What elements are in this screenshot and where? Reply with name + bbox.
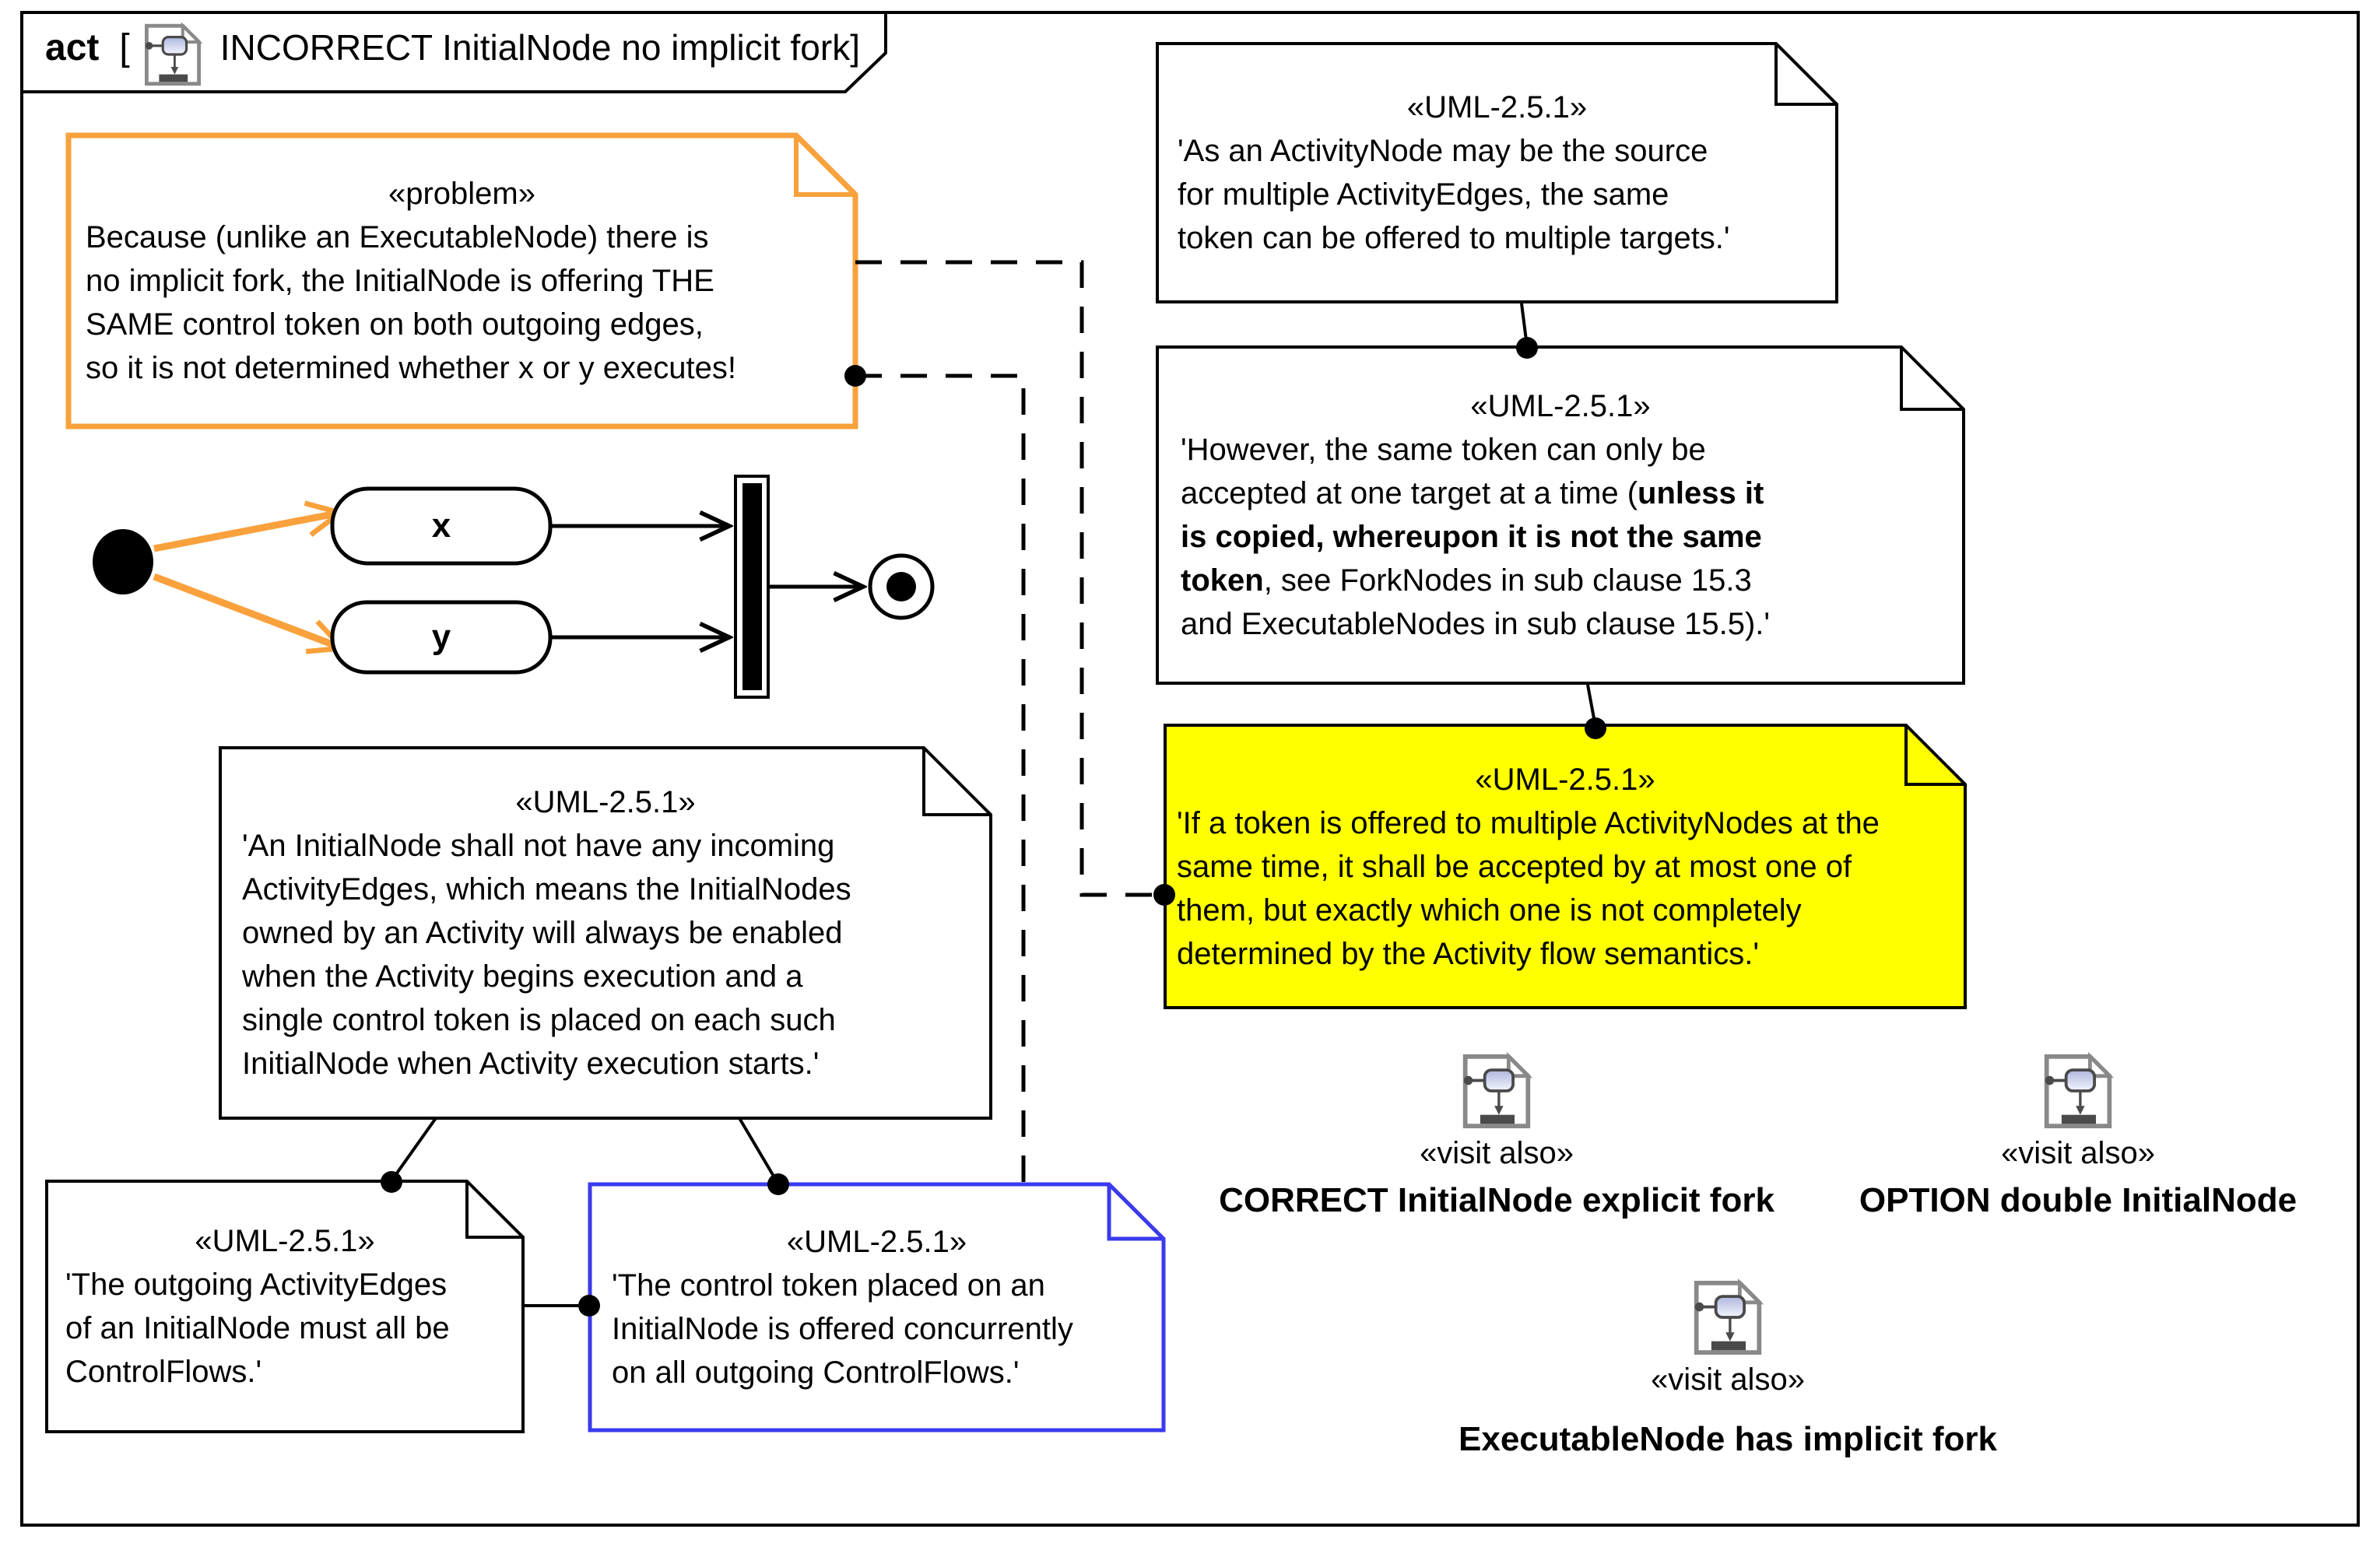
action-y-label: y bbox=[431, 618, 451, 656]
visit-also-stereotype: «visit also» bbox=[1420, 1136, 1574, 1170]
visit-also-stereotype: «visit also» bbox=[2001, 1136, 2155, 1170]
note-outgoing-controlflows[interactable] bbox=[47, 1181, 523, 1432]
action-y[interactable] bbox=[332, 602, 550, 672]
control-flows[interactable] bbox=[550, 526, 862, 637]
activity-diagram-icon bbox=[1690, 1278, 1765, 1356]
visit-also-label: CORRECT InitialNode explicit fork bbox=[1219, 1181, 1774, 1219]
problem-note[interactable] bbox=[68, 135, 855, 426]
action-x[interactable] bbox=[332, 489, 550, 563]
visit-also-label: ExecutableNode has implicit fork bbox=[1459, 1420, 1997, 1458]
note-token-offered-highlighted[interactable] bbox=[1165, 725, 1965, 1008]
note-activity-node-source[interactable] bbox=[1157, 44, 1837, 302]
action-x-label: x bbox=[431, 507, 451, 545]
note-stereotype: «UML-2.5.1» bbox=[786, 1225, 967, 1259]
activity-final-node[interactable] bbox=[870, 556, 932, 618]
note-body: 'As an ActivityNode may be the source for multiple ActivityEdges, the same token can be offered to multiple targets.' bbox=[1178, 134, 1730, 255]
frame-keyword: act bbox=[45, 26, 100, 68]
activity-diagram-icon bbox=[1459, 1052, 1534, 1130]
note-body: Because (unlike an ExecutableNode) there is no implicit fork, the InitialNode is offering THE SAME control token on both outgoing edges, so it is not determined whether x or y executes! bbox=[86, 220, 736, 385]
visit-also-label: OPTION double InitialNode bbox=[1859, 1181, 2298, 1219]
note-initial-node-incoming[interactable] bbox=[220, 748, 991, 1118]
note-stereotype: «problem» bbox=[388, 177, 535, 211]
note-body: 'However, the same token can only be accepted at one target at a time (unless it is copied, whereupon it is not the same token, see ForkNodes in sub clause 15.3 and ExecutableNodes in sub clause 15.5).' bbox=[1181, 433, 1771, 641]
activity-diagram-icon bbox=[2041, 1052, 2115, 1130]
note-stereotype: «UML-2.5.1» bbox=[1475, 762, 1655, 797]
note-stereotype: «UML-2.5.1» bbox=[515, 785, 696, 819]
note-token-accept[interactable] bbox=[1157, 347, 1964, 683]
note-body: 'The control token placed on an InitialNode is offered concurrently on all outgoing ControlFlows.' bbox=[612, 1268, 1073, 1390]
note-body: 'The outgoing ActivityEdges of an InitialNode must all be ControlFlows.' bbox=[65, 1268, 450, 1389]
note-stereotype: «UML-2.5.1» bbox=[1470, 389, 1651, 423]
visit-also-correct-initialnode-explicit-fork[interactable] bbox=[1201, 1052, 1792, 1220]
note-stereotype: «UML-2.5.1» bbox=[1406, 90, 1588, 124]
control-flow-to-y[interactable] bbox=[154, 577, 342, 648]
visit-also-executablenode-implicit-fork[interactable] bbox=[1432, 1278, 2024, 1459]
activity-diagram-icon bbox=[146, 26, 199, 83]
control-flow-to-x[interactable] bbox=[154, 513, 340, 549]
visit-also-option-double-initialnode[interactable] bbox=[1806, 1052, 2350, 1220]
join-node[interactable] bbox=[735, 476, 768, 697]
frame-name: INCORRECT InitialNode no implicit fork bbox=[219, 27, 851, 68]
note-body: 'If a token is offered to multiple ActivityNodes at the same time, it shall be accepted by at most one of them, but exactly which one is not completely determined by the Activity flow semantics.' bbox=[1177, 805, 1880, 971]
anchor-incoming-to-outgoing[interactable] bbox=[392, 1118, 436, 1180]
note-offered-concurrently-selected[interactable] bbox=[590, 1184, 1164, 1430]
initial-node[interactable] bbox=[93, 529, 153, 594]
note-stereotype: «UML-2.5.1» bbox=[195, 1224, 375, 1258]
frame-open-bracket: [ bbox=[119, 26, 130, 68]
initial-node-edges[interactable] bbox=[154, 513, 342, 648]
anchor-incoming-to-concurrently[interactable] bbox=[739, 1118, 778, 1183]
frame-close-bracket: ] bbox=[850, 27, 860, 68]
note-body: 'An InitialNode shall not have any incoming ActivityEdges, which means the InitialNodes owned by an Activity will always be enabled when the Activity begins execution and a single control token is placed on each such InitialNode when Activity execution starts.' bbox=[242, 829, 851, 1081]
visit-also-stereotype: «visit also» bbox=[1651, 1362, 1805, 1397]
